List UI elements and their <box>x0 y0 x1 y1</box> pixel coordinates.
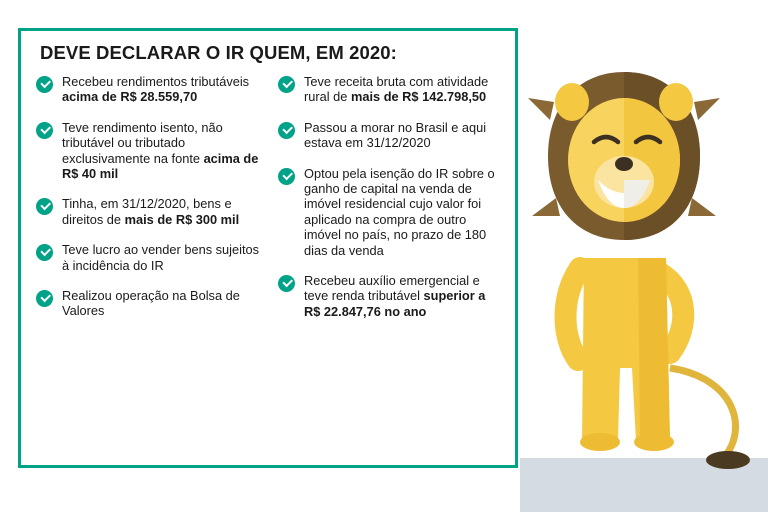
emphasis-text: de R$ 142.798,50 <box>383 89 487 105</box>
emphasis-text: acima <box>62 89 99 105</box>
checklist-item <box>278 120 502 151</box>
lion-foot-right <box>634 433 674 451</box>
emphasis-text: de R$ 28.559,70 <box>101 89 198 105</box>
plain-text: Tinha, em 31/12/2020, bens e direitos de <box>62 196 232 227</box>
emphasis-text: R$ 22.847,76 no ano <box>304 303 427 319</box>
check-circle-icon <box>36 122 53 139</box>
checklist-item <box>36 120 260 182</box>
checklist-item-text <box>62 196 260 227</box>
lion-ear-right <box>659 83 693 121</box>
check-circle-icon <box>278 122 295 139</box>
checklist-item-text <box>304 273 502 319</box>
checklist-item-text <box>62 242 260 273</box>
lion-mane-tuft-1 <box>528 98 554 120</box>
checklist-item-text <box>304 74 502 105</box>
lion-mane-tuft-4 <box>688 198 716 216</box>
checklist-item <box>36 288 260 319</box>
check-circle-icon <box>278 168 295 185</box>
lion-mascot-illustration <box>520 68 768 478</box>
checklist-item <box>278 166 502 258</box>
lion-body-shade <box>638 258 670 440</box>
emphasis-text: mais de R$ 300 mil <box>124 211 240 227</box>
lion-left-arm <box>566 268 581 360</box>
check-circle-icon <box>36 290 53 307</box>
emphasis-text: superior a <box>423 288 486 304</box>
emphasis-text: de R$ 40 mil <box>62 150 259 182</box>
lion-mane-tuft-3 <box>532 198 560 216</box>
plain-text: Recebeu rendimentos tributáveis <box>62 74 250 89</box>
check-circle-icon <box>36 76 53 93</box>
checklist-item-text <box>62 74 260 105</box>
checklist-item <box>278 273 502 319</box>
checklist-column-left <box>36 74 260 334</box>
check-circle-icon <box>278 275 295 292</box>
lion-tail <box>670 368 736 456</box>
checklist-item-text <box>304 120 502 151</box>
lion-foot-left <box>580 433 620 451</box>
plain-text: Recebeu auxílio emergencial e teve renda tributável <box>304 273 480 304</box>
checklist-item-text <box>304 166 502 258</box>
check-circle-icon <box>278 76 295 93</box>
plain-text: Optou pela isenção do IR sobre o ganho de capital na venda de imóvel residencial cujo valor foi aplicado na compra de outro imóvel no país, no prazo de 180 dias da venda <box>304 165 495 258</box>
plain-text: Teve rendimento isento, não tributável ou tributado exclusivamente na fonte <box>62 119 223 166</box>
checklist-item-text <box>62 288 260 319</box>
lion-mane-tuft-2 <box>694 98 720 120</box>
lion-tail-tuft <box>706 451 750 469</box>
checklist-item-text <box>62 120 260 182</box>
check-circle-icon <box>36 198 53 215</box>
lion-ear-left <box>555 83 589 121</box>
checklist-item <box>36 74 260 105</box>
checklist-item <box>36 196 260 227</box>
emphasis-text: acima <box>203 150 240 166</box>
plain-text: Passou a morar no Brasil e aqui estava em 31/12/2020 <box>304 119 487 151</box>
plain-text: Teve lucro ao vender bens sujeitos à incidência do IR <box>62 242 260 273</box>
emphasis-text: mais <box>350 89 381 105</box>
checklist-item <box>36 242 260 273</box>
checklist-column-right <box>278 74 502 334</box>
plain-text: Realizou operação na Bolsa de Valores <box>62 288 240 319</box>
lion-nose <box>615 157 633 171</box>
page-title: DEVE DECLARAR O IR QUEM, EM 2020: <box>40 42 397 63</box>
checklist-item <box>278 74 502 105</box>
plain-text: Teve receita bruta com atividade rural de <box>304 74 489 105</box>
checklist-columns <box>36 74 506 334</box>
check-circle-icon <box>36 244 53 261</box>
